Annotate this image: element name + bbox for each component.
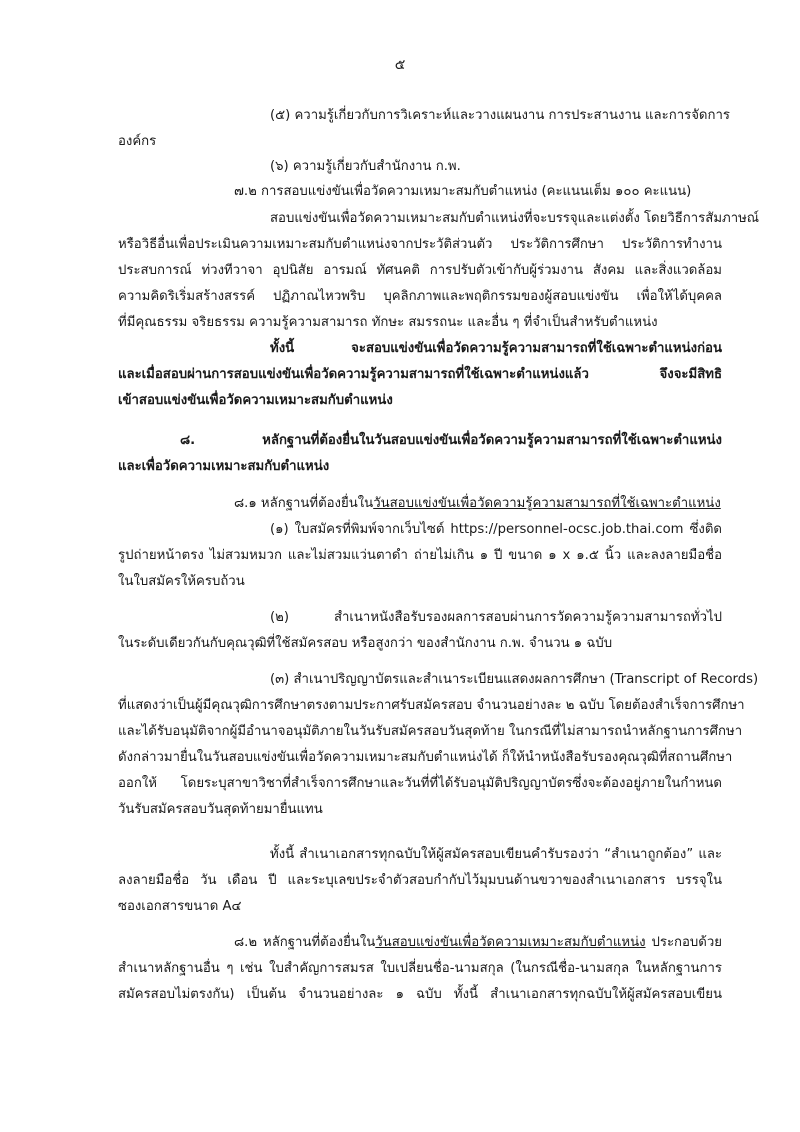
heading-8-2-prefix: ๘.๒ หลักฐานที่ต้องยื่นใน [234,935,376,950]
item-8-1-3-line: ที่แสดงว่าเป็นผู้มีคุณวุฒิการศึกษาตรงตามประกาศรับสมัครสอบ จำนวนอย่างละ ๒ ฉบับ โดยต้องสำเร็จการศึกษา [118,698,745,713]
item-8-1-2-line: (๒) สำเนาหนังสือรับรองผลการสอบผ่านการวัดความรู้ความสามารถทั่วไป [270,610,722,625]
para-7-2-line: ที่มีคุณธรรม จริยธรรม ความรู้ความสามารถ ทักษะ สมรรถนะ และอื่น ๆ ที่จำเป็นสำหรับตำแหน่ง [118,315,658,330]
bold-note-line: ทั้งนี้ จะสอบแข่งขันเพื่อวัดความรู้ความสามารถที่ใช้เฉพาะตำแหน่งก่อน [270,341,722,356]
item-8-1-1-line: รูปถ่ายหน้าตรง ไม่สวมหมวก และไม่สวมแว่นตาดำ ถ่ายไม่เกิน ๑ ปี ขนาด ๑ x ๑.๕ นิ้ว และลงลายมือชื่อ [118,548,722,563]
para-7-2-line: หรือวิธีอื่นเพื่อประเมินความเหมาะสมกับตำแหน่งจากประวัติส่วนตัว ประวัติการศึกษา ประวัติการทำงาน [118,237,722,252]
para-7-2-line: ความคิดริเริ่มสร้างสรรค์ ปฏิภาณไหวพริบ บุคลิกภาพและพฤติกรรมของผู้สอบแข่งขัน เพื่อให้ได้บุคคล [118,289,722,304]
item-8-1-3-line: (๓) สำเนาปริญญาบัตรและสำเนาระเบียนแสดงผลการศึกษา (Transcript of Records) [270,672,759,687]
item-8-1-3-line: และได้รับอนุมัติจากผู้มีอำนาจอนุมัติภายในวันรับสมัครสอบวันสุดท้าย ในกรณีที่ไม่สามารถนำหลักฐานการศึกษา [118,724,743,739]
para-8-2-line: สมัครสอบไม่ตรงกัน) เป็นต้น จำนวนอย่างละ ๑ ฉบับ ทั้งนี้ สำเนาเอกสารทุกฉบับให้ผู้สมัครสอบเขียน [118,987,722,1002]
bold-note-line: และเมื่อสอบผ่านการสอบแข่งขันเพื่อวัดความรู้ความสามารถที่ใช้เฉพาะตำแหน่งแล้ว จึงจะมีสิทธิ [118,367,722,382]
para-7-2-line: ประสบการณ์ ท่วงทีวาจา อุปนิสัย อารมณ์ ทัศนคติ การปรับตัวเข้ากับผู้ร่วมงาน สังคม และสิ่งแวดล้อม [118,263,722,278]
heading-7-2: ๗.๒ การสอบแข่งขันเพื่อวัดความเหมาะสมกับตำแหน่ง (คะแนนเต็ม ๑๐๐ คะแนน) [234,184,692,199]
item-8-1-1-line: (๑) ใบสมัครที่พิมพ์จากเว็บไซต์ https://personnel-ocsc.job.thai.com ซึ่งติด [270,522,722,537]
copy-note-line: ทั้งนี้ สำเนาเอกสารทุกฉบับให้ผู้สมัครสอบเขียนคำรับรองว่า “สำเนาถูกต้อง” และ [270,847,722,862]
item-8-1-2-line: ในระดับเดียวกันกับคุณวุฒิที่ใช้สมัครสอบ หรือสูงกว่า ของสำนักงาน ก.พ. จำนวน ๑ ฉบับ [118,636,613,651]
section-8-heading: และเพื่อวัดความเหมาะสมกับตำแหน่ง [118,459,330,474]
section-8-heading: ๘. หลักฐานที่ต้องยื่นในวันสอบแข่งขันเพื่อวัดความรู้ความสามารถที่ใช้เฉพาะตำแหน่ง [180,433,722,448]
item-6: (๖) ความรู้เกี่ยวกับสำนักงาน ก.พ. [270,159,461,174]
item-5-line-1: (๕) ความรู้เกี่ยวกับการวิเคราะห์และวางแผนงาน การประสานงาน และการจัดการ [270,108,730,123]
copy-note-line: ลงลายมือชื่อ วัน เดือน ปี และระบุเลขประจำตัวสอบกำกับไว้มุมบนด้านขวาของสำเนาเอกสาร บรรจุใน [118,873,722,888]
heading-8-2-suffix: ประกอบด้วย [645,935,722,950]
heading-8-1-underlined: วันสอบแข่งขันเพื่อวัดความรู้ความสามารถที่ใช้เฉพาะตำแหน่ง [373,496,721,511]
heading-8-2-underlined: วันสอบแข่งขันเพื่อวัดความเหมาะสมกับตำแหน่ง [375,935,646,950]
item-8-1-3-line: ออกให้ โดยระบุสาขาวิชาที่สำเร็จการศึกษาและวันที่ที่ได้รับอนุมัติปริญญาบัตรซึ่งจะต้องอยู่ภายในกำหนด [118,776,722,791]
item-8-1-3-line: ดังกล่าวมายื่นในวันสอบแข่งขันเพื่อวัดความเหมาะสมกับตำแหน่งได้ ก็ให้นำหนังสือรับรองคุณวุฒิที่สถานศึกษา [118,750,733,765]
heading-8-2 [234,934,722,952]
para-8-2-line: สำเนาหลักฐานอื่น ๆ เช่น ใบสำคัญการสมรส ใบเปลี่ยนชื่อ-นามสกุล (ในกรณีชื่อ-นามสกุล ในหลักฐานการ [118,961,722,976]
para-7-2-line: สอบแข่งขันเพื่อวัดความเหมาะสมกับตำแหน่งที่จะบรรจุและแต่งตั้ง โดยวิธีการสัมภาษณ์ [270,211,760,226]
heading-8-1-prefix: ๘.๑ หลักฐานที่ต้องยื่นใน [234,496,374,511]
heading-8-1 [234,495,721,513]
page-number: ๕ [394,57,406,73]
copy-note-line: ซองเอกสารขนาด A๔ [118,899,242,914]
item-5-line-2: องค์กร [118,134,157,149]
item-8-1-1-line: ในใบสมัครให้ครบถ้วน [118,574,245,589]
item-8-1-3-line: วันรับสมัครสอบวันสุดท้ายมายื่นแทน [118,802,323,817]
bold-note-line: เข้าสอบแข่งขันเพื่อวัดความเหมาะสมกับตำแหน่ง [118,393,393,408]
